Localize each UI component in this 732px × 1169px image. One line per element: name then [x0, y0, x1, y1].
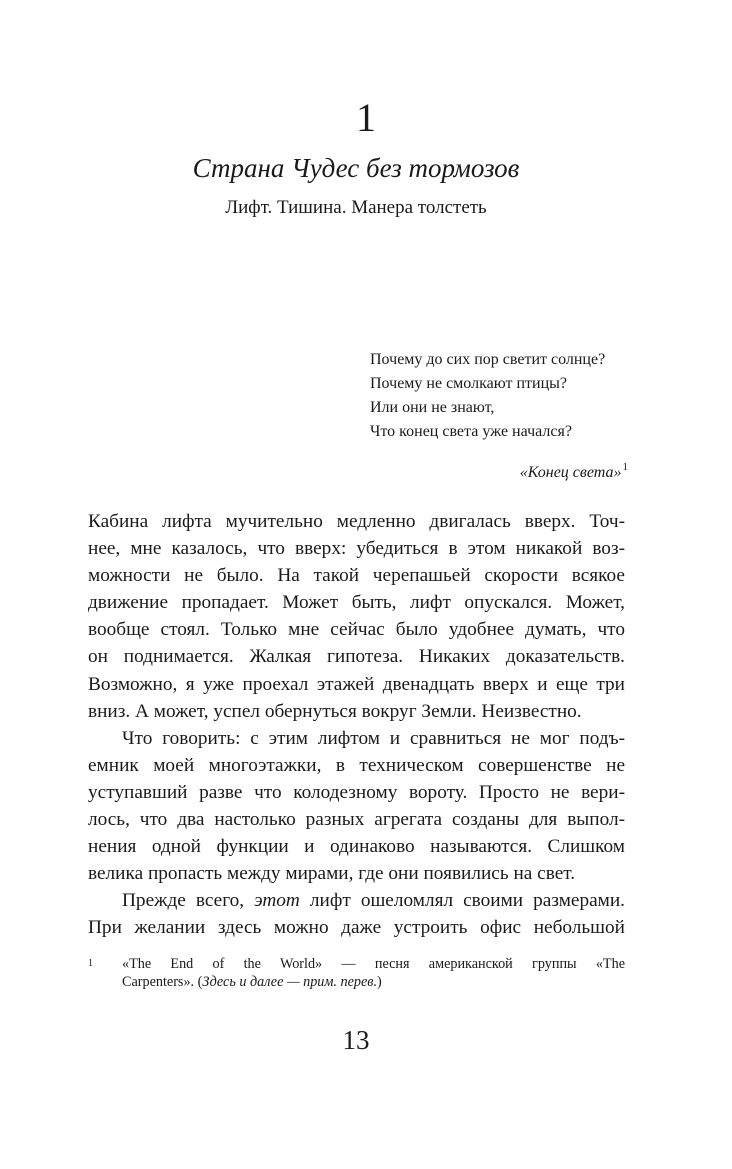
emphasis: этот	[254, 890, 300, 912]
footnote-line: «The End of the World» — песня американской группы «The	[122, 956, 625, 972]
text-line: нения одной функции и одинаково называются. Слишком	[88, 836, 625, 858]
text-line: можности не было. На такой черепашьей скорости всякое	[88, 565, 625, 587]
epigraph-line: Почему до сих пор светит солнце?	[370, 351, 606, 368]
text-segment: Carpenters». (	[122, 974, 203, 990]
chapter-title: Страна Чудес без тормозов	[192, 153, 520, 183]
epigraph-source	[520, 455, 628, 485]
text-line: емник моей многоэтажки, в техническом совершенстве не	[88, 754, 625, 776]
paragraph-1	[88, 508, 625, 725]
text-line: нее, мне казалось, что вверх: убедиться в этом никакой воз-	[88, 538, 625, 560]
epigraph-line: Что конец света уже начался?	[370, 423, 572, 440]
text-line: велика пропасть между мирами, где они появились на свет.	[88, 863, 576, 885]
epigraph-source-title: «Конец света»	[519, 464, 622, 481]
footnote-number: 1	[88, 958, 93, 969]
text-segment: лифт ошеломлял своими размерами.	[309, 890, 625, 912]
emphasis: Здесь и далее — прим. перев.	[202, 974, 378, 990]
epigraph-line: Или они не знают,	[370, 399, 495, 416]
body-text	[88, 508, 625, 942]
text-line	[88, 887, 625, 914]
paragraph-2	[88, 725, 625, 888]
footnote-marker: 1	[622, 461, 628, 473]
chapter-number: 1	[356, 95, 376, 140]
footnote	[88, 955, 625, 991]
footnote-line	[122, 973, 625, 991]
text-line: Что говорить: с этим лифтом и сравниться не мог подъ-	[122, 727, 625, 749]
text-line: При желании здесь можно даже устроить офис небольшой	[88, 917, 625, 939]
text-line: движение пропадает. Может быть, лифт опускался. Может,	[88, 592, 625, 614]
text-line: Кабина лифта мучительно медленно двигалась вверх. Точ-	[88, 511, 625, 532]
text-segment: )	[377, 974, 382, 990]
epigraph	[370, 348, 640, 444]
text-segment: Прежде всего,	[122, 890, 245, 912]
text-line: вниз. А может, успел обернуться вокруг Земли. Неизвестно.	[88, 700, 582, 722]
page-number: 13	[342, 1025, 370, 1055]
text-line: вообще стоял. Только мне сейчас было удобнее думать, что	[88, 619, 625, 641]
text-line: он поднимается. Жалкая гипотеза. Никаких доказательств.	[88, 646, 625, 668]
text-line: уступавший разве что колодезному вороту. Просто не вери-	[88, 781, 625, 803]
text-line: лось, что два настолько разных агрегата созданы для выпол-	[88, 809, 625, 831]
paragraph-3	[88, 887, 625, 941]
footnote-text	[122, 955, 625, 991]
text-line: Возможно, я уже проехал этажей двенадцать вверх и еще три	[88, 673, 625, 695]
chapter-subtitle: Лифт. Тишина. Манера толстеть	[225, 197, 487, 218]
epigraph-line: Почему не смолкают птицы?	[370, 375, 567, 392]
